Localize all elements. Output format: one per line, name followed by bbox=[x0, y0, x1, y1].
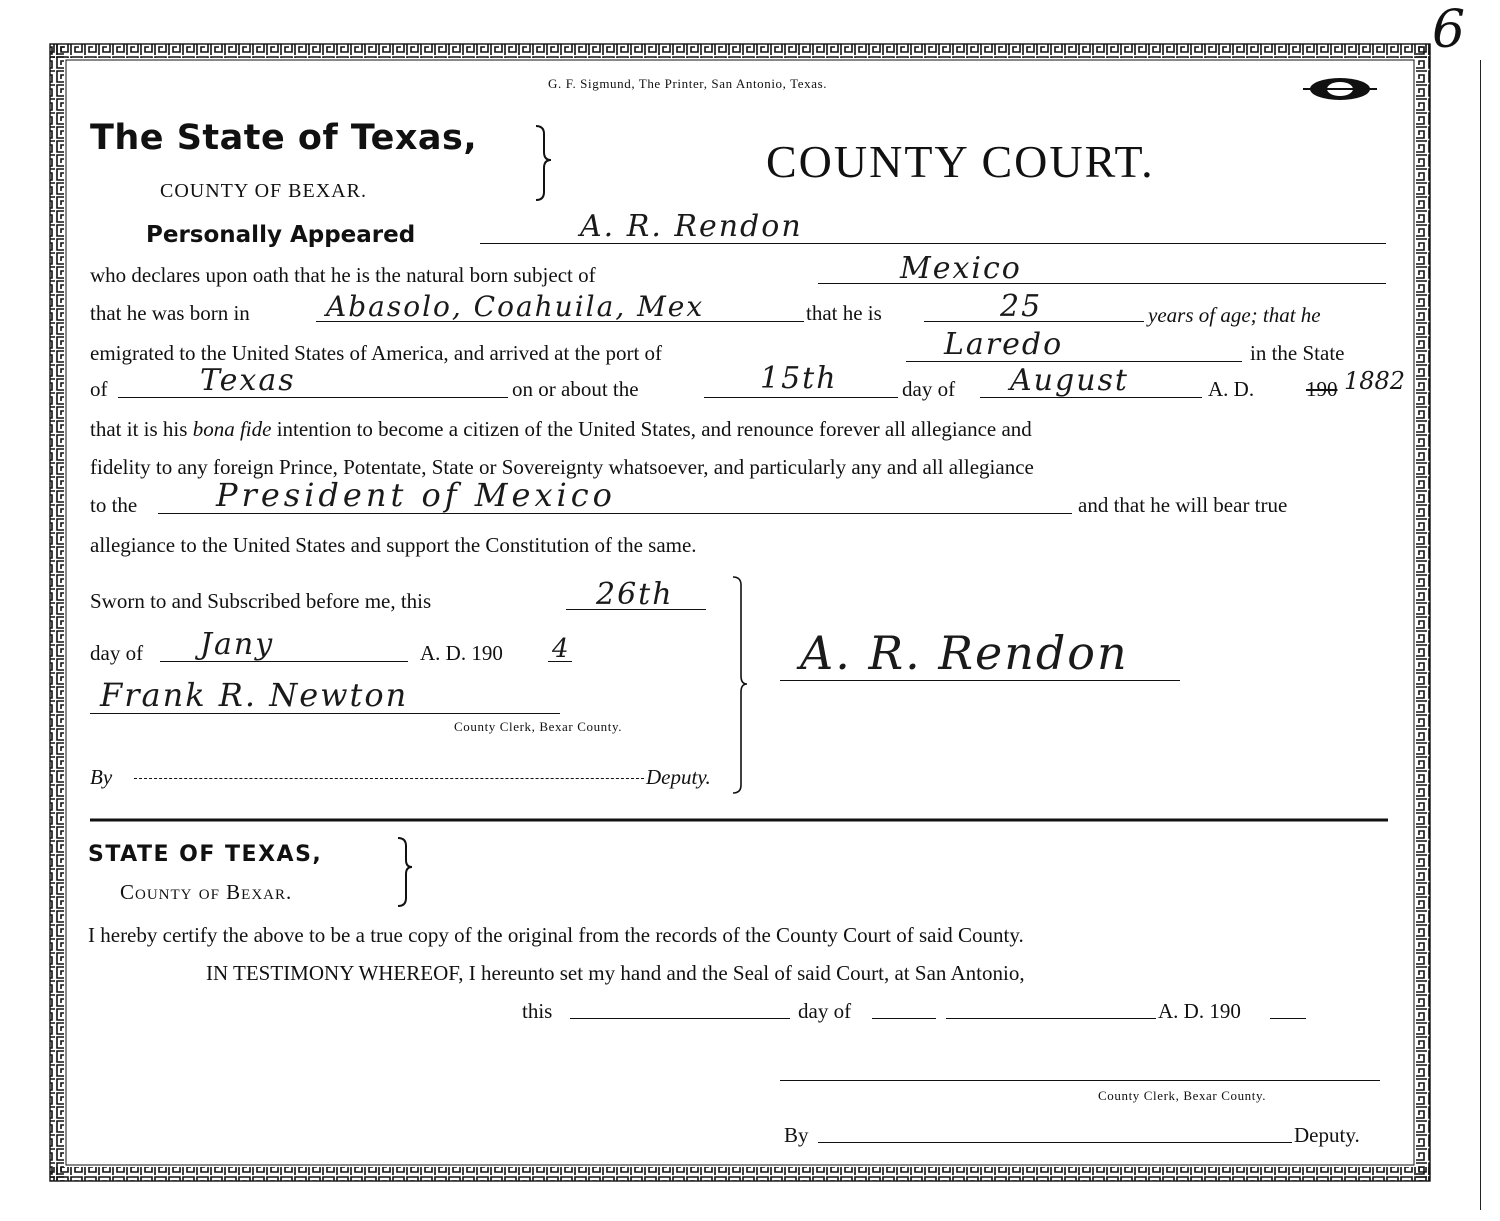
to-the-label: to the bbox=[90, 493, 138, 517]
certificate-clerk-title: County Clerk, Bexar County. bbox=[1098, 1088, 1267, 1103]
certificate-year-line bbox=[1270, 1018, 1306, 1019]
certificate-month-line-b bbox=[946, 1018, 1156, 1019]
court-heading: COUNTY COURT. bbox=[766, 136, 1155, 187]
handwritten-state: Texas bbox=[200, 363, 296, 398]
printed-year-struck: 190 bbox=[1306, 377, 1338, 401]
certificate-clerk-line bbox=[780, 1080, 1380, 1081]
intention-rest: intention to become a citizen of the United States, and renounce forever all allegiance and bbox=[276, 417, 1032, 441]
handwritten-sworn-day: 26th bbox=[596, 577, 674, 612]
constitution-line: allegiance to the United States and support the Constitution of the same. bbox=[90, 533, 697, 557]
on-or-about-label: on or about the bbox=[512, 377, 639, 401]
jurat-day-of-label: day of bbox=[90, 641, 144, 665]
arrival-day-line bbox=[704, 397, 898, 398]
sworn-month-line bbox=[160, 661, 408, 662]
handwritten-sworn-month: Jany bbox=[200, 627, 275, 662]
line-subject-label: who declares upon oath that he is the natural born subject of bbox=[90, 263, 596, 287]
handwritten-birthplace: Abasolo, Coahuila, Mex bbox=[326, 290, 705, 323]
certificate-this-label: this bbox=[522, 999, 553, 1023]
state-heading: The State of Texas, bbox=[90, 118, 478, 158]
sworn-year-line bbox=[548, 661, 572, 662]
years-label: years of age; that he bbox=[1148, 303, 1321, 327]
age-label: that he is bbox=[806, 301, 882, 325]
intention-lead: that it is his bbox=[90, 417, 188, 441]
ad-label: A. D. bbox=[1208, 377, 1255, 401]
jurat-ad-label: A. D. 190 bbox=[420, 641, 503, 665]
printer-seal-icon bbox=[1303, 78, 1377, 100]
handwritten-sworn-year: 4 bbox=[552, 634, 571, 664]
handwritten-name: A. R. Rendon bbox=[580, 209, 803, 244]
day-of-label: day of bbox=[902, 377, 956, 401]
personally-appeared-label: Personally Appeared bbox=[146, 222, 416, 248]
certificate-county-heading: County of Bexar. bbox=[120, 880, 293, 904]
page-edge-line bbox=[1480, 60, 1481, 1210]
handwritten-declarant-signature: A. R. Rendon bbox=[800, 626, 1129, 680]
certificate-month-line-a bbox=[872, 1018, 936, 1019]
certificate-state-heading: STATE OF TEXAS, bbox=[88, 842, 323, 867]
handwritten-age: 25 bbox=[1000, 289, 1043, 324]
fidelity-line: fidelity to any foreign Prince, Potentate, State or Sovereignty whatsoever, and particularly any and all allegiance bbox=[90, 455, 1034, 479]
handwritten-arrival-day: 15th bbox=[760, 361, 838, 396]
of-label: of bbox=[90, 377, 108, 401]
certify-line: I hereby certify the above to be a true copy of the original from the records of the County Court of said County. bbox=[88, 923, 1024, 947]
bona-fide-text: bona fide bbox=[192, 417, 272, 441]
certificate-day-of-label: day of bbox=[798, 999, 852, 1023]
emigrated-label: emigrated to the United States of America, and arrived at the port of bbox=[90, 341, 663, 365]
born-in-label: that he was born in bbox=[90, 301, 250, 325]
printer-credit: G. F. Sigmund, The Printer, San Antonio, Texas. bbox=[548, 76, 828, 91]
handwritten-subject: Mexico bbox=[900, 251, 1022, 286]
handwritten-port: Laredo bbox=[944, 327, 1064, 362]
certificate-deputy-line bbox=[818, 1142, 1292, 1143]
certificate-ad-label: A. D. 190 bbox=[1158, 999, 1241, 1023]
in-the-state-label: in the State bbox=[1250, 341, 1345, 365]
bear-true-label: and that he will bear true bbox=[1078, 493, 1288, 517]
jurat-clerk-title: County Clerk, Bexar County. bbox=[454, 719, 623, 734]
declarant-signature-line bbox=[780, 680, 1180, 681]
handwritten-clerk-signature: Frank R. Newton bbox=[100, 676, 409, 714]
intention-line bbox=[90, 416, 1032, 442]
certificate-deputy-label: Deputy. bbox=[1294, 1123, 1360, 1147]
jurat-deputy-label: Deputy. bbox=[646, 765, 711, 789]
handwritten-sovereign: President of Mexico bbox=[216, 476, 616, 514]
handwritten-arrival-month: August bbox=[1010, 363, 1129, 398]
county-heading: COUNTY OF BEXAR. bbox=[160, 180, 367, 202]
sworn-label: Sworn to and Subscribed before me, this bbox=[90, 589, 432, 613]
jurat-deputy-line bbox=[134, 778, 644, 779]
certificate-day-line bbox=[570, 1018, 790, 1019]
jurat-by-label: By bbox=[90, 765, 113, 789]
testimony-line: IN TESTIMONY WHEREOF, I hereunto set my hand and the Seal of said Court, at San Antonio, bbox=[206, 961, 1025, 985]
page-mark: 6 bbox=[1432, 0, 1466, 60]
certificate-by-label: By bbox=[784, 1123, 809, 1147]
state-line bbox=[118, 397, 508, 398]
handwritten-arrival-year: 1882 bbox=[1344, 367, 1406, 395]
